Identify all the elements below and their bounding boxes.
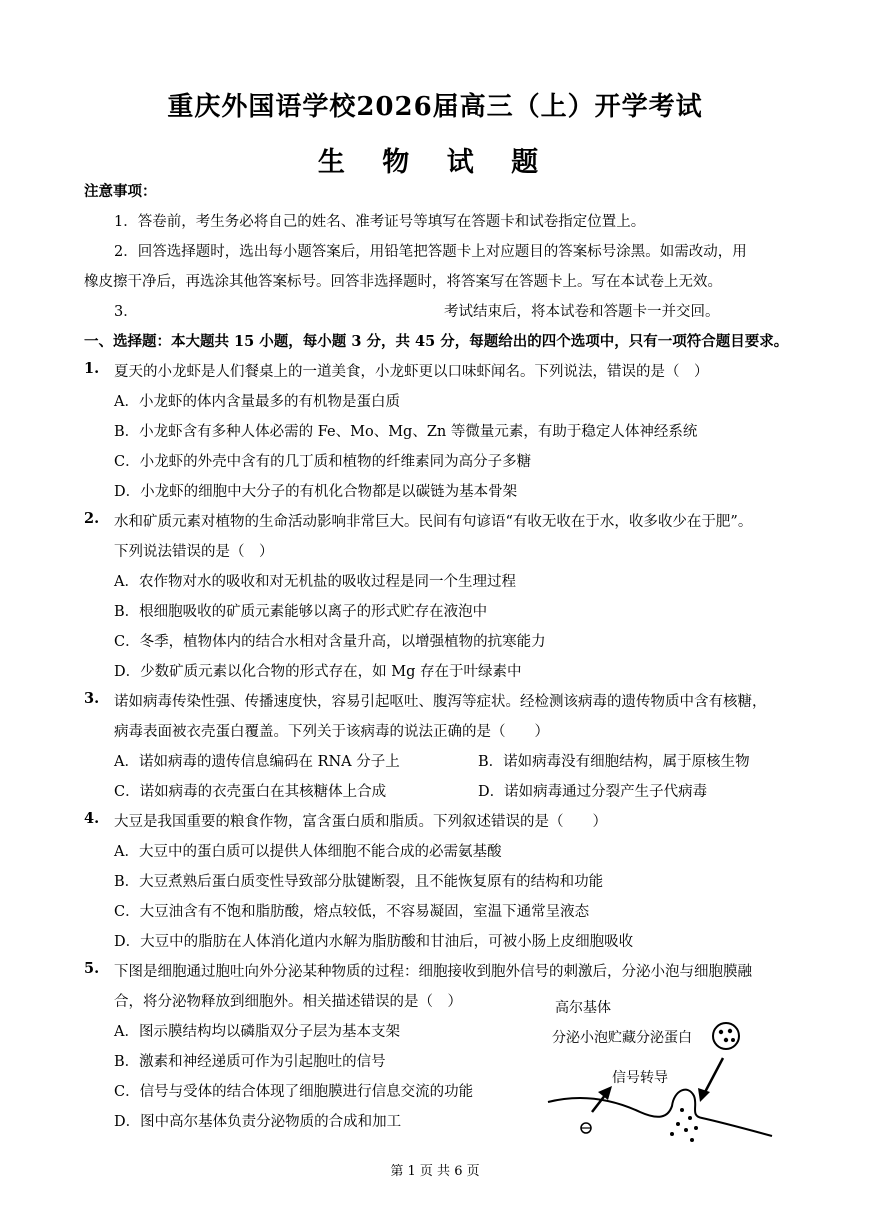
question-3-option-d: D．诺如病毒通过分裂产生子代病毒 [478,784,708,800]
question-2-option-b: B．根细胞吸收的矿质元素能够以离子的形式贮存在液泡中 [114,604,488,620]
question-4-option-d: D．大豆中的脂肪在人体消化道内水解为脂肪酸和甘油后，可被小肠上皮细胞吸收 [114,934,634,950]
question-4-option-b: B．大豆煮熟后蛋白质变性导致部分肽键断裂，且不能恢复原有的结构和功能 [114,874,604,890]
question-1-option-d: D．小龙虾的细胞中大分子的有机化合物都是以碳链为基本骨架 [114,484,518,500]
question-5-option-d: D．图中高尔基体负责分泌物质的合成和加工 [114,1114,402,1130]
question-4-number: 4. [84,810,100,827]
question-5-number: 5. [84,960,100,977]
page-number: 第 1 页 共 6 页 [390,1164,480,1179]
exam-subtitle: 生 物 试 题 [317,147,553,178]
question-1-stem: 夏天的小龙虾是人们餐桌上的一道美食，小龙虾更以口味虾闻名。下列说法，错误的是（ ） [114,364,709,380]
vesicle-label: 分泌小泡贮藏分泌蛋白 [552,1030,692,1046]
exocytosis-diagram [540,990,780,1150]
question-2-stem-line1: 水和矿质元素对植物的生命活动影响非常巨大。民间有句谚语“有收无收在于水，收多收少在于肥”。 [114,514,753,530]
notice-item-1: 1．答卷前，考生务必将自己的姓名、准考证号等填写在答题卡和试卷指定位置上。 [114,214,646,230]
question-1-number: 1. [84,360,100,377]
vesicle-arrow [704,1058,723,1094]
question-2-stem-line2: 下列说法错误的是（ ） [114,544,274,560]
question-5-stem-line1: 下图是细胞通过胞吐向外分泌某种物质的过程：细胞接收到胞外信号的刺激后，分泌小泡与细胞膜融 [114,964,752,980]
question-3-option-a: A．诺如病毒的遗传信息编码在 RNA 分子上 [114,754,400,770]
question-5-stem-line2: 合，将分泌物释放到细胞外。相关描述错误的是（ ） [114,994,462,1010]
question-3-stem-line1: 诺如病毒传染性强、传播速度快，容易引起呕吐、腹泻等症状。经检测该病毒的遗传物质中含有核糖， [114,694,767,710]
question-5-option-b: B．激素和神经递质可作为引起胞吐的信号 [114,1054,386,1070]
notice-item-2b: 橡皮擦干净后，再选涂其他答案标号。回答非选择题时，将答案写在答题卡上。写在本试卷上无效。 [84,274,722,290]
notice-item-3-number: 3． [114,304,138,320]
question-3-option-b: B．诺如病毒没有细胞结构，属于原核生物 [478,754,750,770]
question-3-number: 3. [84,690,100,707]
question-2-option-c: C．冬季，植物体内的结合水相对含量升高，以增强植物的抗寒能力 [114,634,546,650]
question-1-option-c: C．小龙虾的外壳中含有的几丁质和植物的纤维素同为高分子多糖 [114,454,532,470]
question-4-option-c: C．大豆油含有不饱和脂肪酸，熔点较低，不容易凝固，室温下通常呈液态 [114,904,590,920]
question-3-stem-line2: 病毒表面被衣壳蛋白覆盖。下列关于该病毒的说法正确的是（ ） [114,724,549,740]
question-2-number: 2. [84,510,100,527]
question-2-option-a: A．农作物对水的吸收和对无机盐的吸收过程是同一个生理过程 [114,574,516,590]
question-4-stem: 大豆是我国重要的粮食作物，富含蛋白质和脂质。下列叙述错误的是（ ） [114,814,607,830]
question-4-option-a: A．大豆中的蛋白质可以提供人体细胞不能合成的必需氨基酸 [114,844,502,860]
notice-item-3-text: 考试结束后，将本试卷和答题卡一并交回。 [444,304,720,320]
secretory-vesicle [713,1023,739,1049]
question-5-option-c: C．信号与受体的结合体现了细胞膜进行信息交流的功能 [114,1084,474,1100]
section-heading: 一、选择题：本大题共 15 小题，每小题 3 分，共 45 分，每题给出的四个选项中，只有一项符合题目要求。 [84,333,789,350]
golgi-label: 高尔基体 [555,1000,611,1016]
question-3-option-c: C．诺如病毒的衣壳蛋白在其核糖体上合成 [114,784,387,800]
notice-item-2a: 2．回答选择题时，选出每小题答案后，用铅笔把答题卡上对应题目的答案标号涂黑。如需改动，用 [114,244,747,260]
question-1-option-a: A．小龙虾的体内含量最多的有机物是蛋白质 [114,394,400,410]
exam-title: 重庆外国语学校2026届高三（上）开学考试 [167,92,703,122]
question-1-option-b: B．小龙虾含有多种人体必需的 Fe、Mo、Mg、Zn 等微量元素，有助于稳定人体神经系统 [114,424,698,440]
question-5-option-a: A．图示膜结构均以磷脂双分子层为基本支架 [114,1024,400,1040]
question-2-option-d: D．少数矿质元素以化合物的形式存在，如 Mg 存在于叶绿素中 [114,664,522,680]
notice-heading: 注意事项： [84,183,157,200]
signal-label: 信号转导 [612,1070,668,1086]
